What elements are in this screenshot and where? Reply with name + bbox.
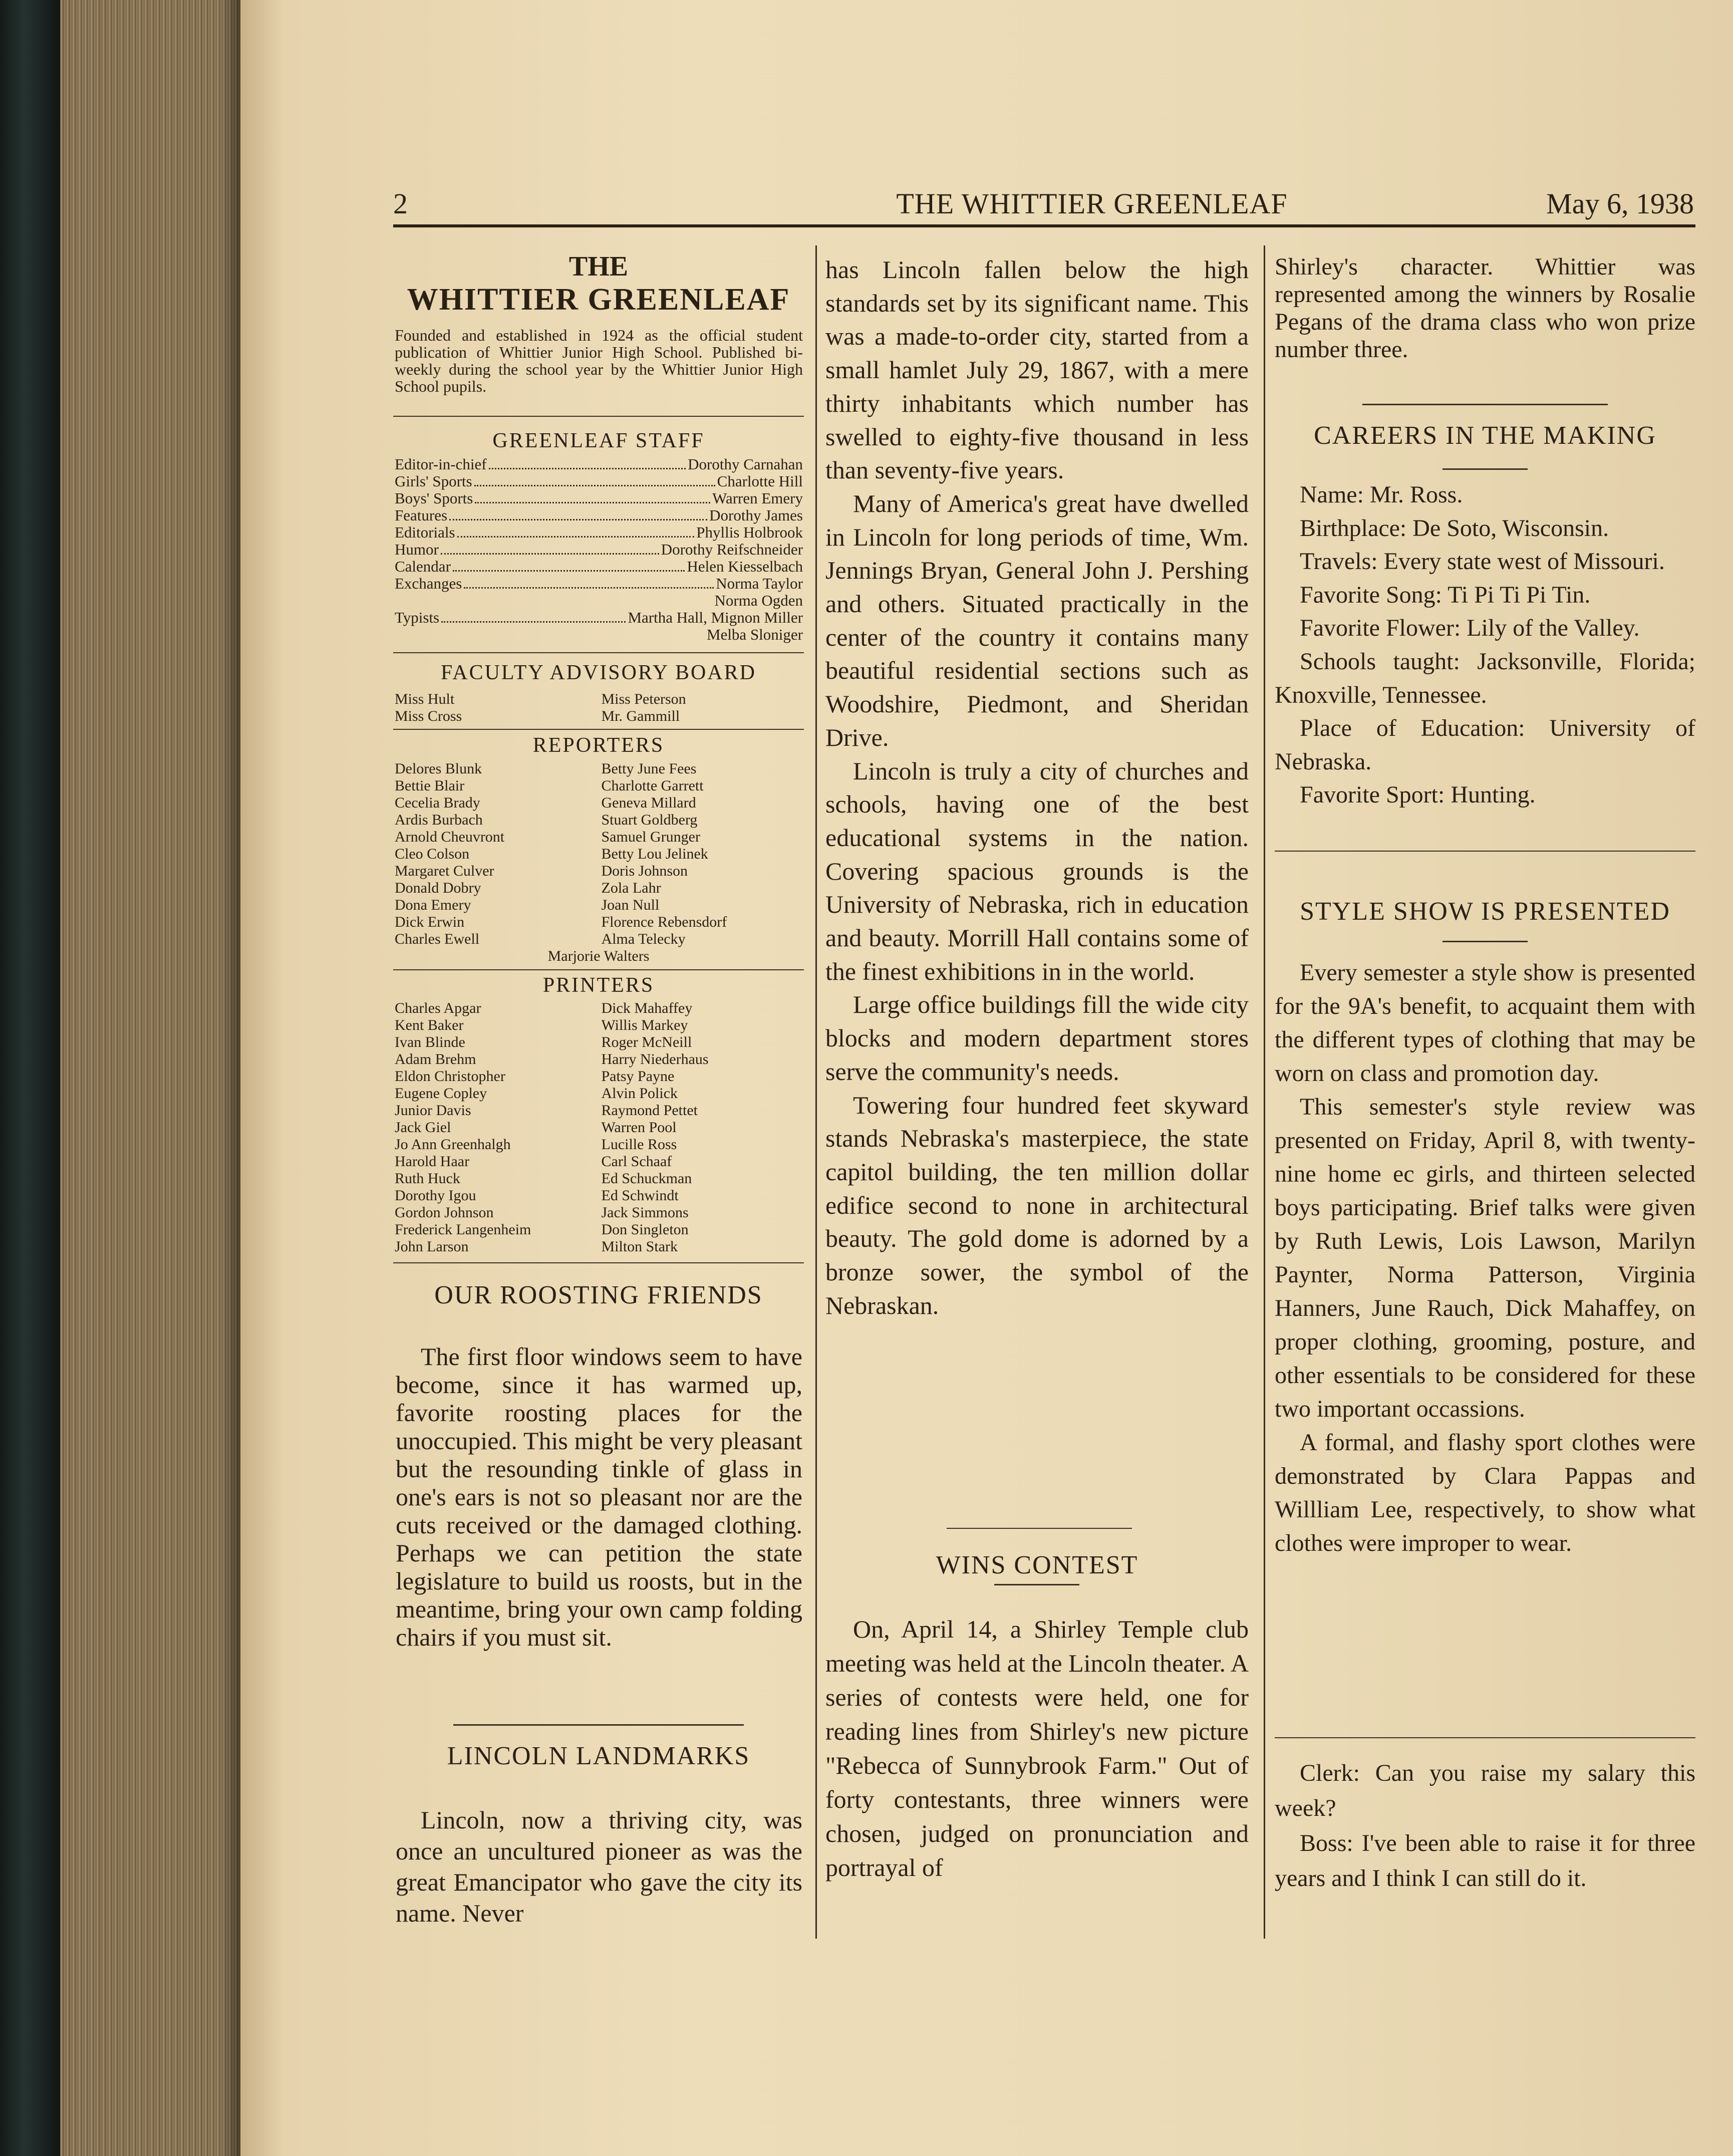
dot-leader xyxy=(441,621,626,623)
reporter-name: Arnold Cheuvront xyxy=(395,829,505,845)
reporters-heading: REPORTERS xyxy=(532,734,665,757)
reporter-name: Cleo Colson xyxy=(395,846,470,862)
faculty-heading: FACULTY ADVISORY BOARD xyxy=(441,661,756,684)
article-paragraph: On, April 14, a Shirley Temple club meeting was held at the Lincoln theater. A series of contests were held, one for reading lines from Shirley's new picture "Rebecca of Sunnybrook Farm." Out of forty contestants, three winners were chosen, judged on pronunciation and portrayal of xyxy=(825,1615,1249,1881)
printer-name: Roger McNeill xyxy=(601,1034,692,1050)
faculty-list xyxy=(395,691,803,725)
roosting-title: OUR ROOSTING FRIENDS xyxy=(434,1281,763,1309)
divider xyxy=(393,969,804,970)
reporters-list xyxy=(395,760,803,948)
printer-name: Charles Apgar xyxy=(395,1000,481,1016)
divider xyxy=(453,1724,744,1726)
printer-name: Kent Baker xyxy=(395,1017,464,1033)
column-divider-1 xyxy=(815,245,817,1939)
printer-name: Jack Simmons xyxy=(601,1204,689,1221)
style-show-article xyxy=(1275,956,1695,1560)
career-fact: Schools taught: Jacksonville, Florida; Knoxville, Tennessee. xyxy=(1275,648,1695,708)
reporter-name: Geneva Millard xyxy=(601,794,696,811)
printer-name: Ruth Huck xyxy=(395,1170,460,1187)
printer-name: Carl Schaaf xyxy=(601,1153,672,1170)
career-fact: Travels: Every state west of Missouri. xyxy=(1300,548,1665,575)
article-paragraph: Towering four hundred feet skyward stands Nebraska's masterpiece, the state capitol building, the ten million dollar edifice second to none in architectural beauty. The gold dome is adorned by a bronze sower, the symbol of the Nebraskan. xyxy=(825,1091,1249,1319)
printer-name: Jack Giel xyxy=(395,1119,451,1136)
divider xyxy=(1362,404,1608,405)
divider xyxy=(1275,851,1695,852)
printer-name: Harry Niederhaus xyxy=(601,1051,709,1067)
article-paragraph: Shirley's character. Whittier was represented among the winners by Rosalie Pegans of the drama class who won prize number three. xyxy=(1275,253,1695,363)
printer-name: John Larson xyxy=(395,1238,469,1255)
printer-name: Don Singleton xyxy=(601,1221,689,1238)
staff-name: Warren Emery xyxy=(712,489,803,507)
faculty-member: Miss Cross xyxy=(395,708,462,724)
masthead-the: THE xyxy=(568,251,629,282)
divider xyxy=(1442,468,1528,470)
reporter-name: Charles Ewell xyxy=(395,931,480,947)
divider xyxy=(994,1584,1079,1585)
reporter-name: Dick Erwin xyxy=(395,914,465,930)
faculty-member: Mr. Gammill xyxy=(601,708,680,724)
reporter-name: Margaret Culver xyxy=(395,863,494,879)
staff-name: Norma Taylor xyxy=(716,575,803,592)
reporter-name: Donald Dobry xyxy=(395,880,481,896)
joke-line: Boss: I've been able to raise it for three years and I think I can still do it. xyxy=(1275,1830,1695,1892)
staff-label: Boys' Sports xyxy=(395,489,473,507)
article-paragraph: A formal, and flashy sport clothes were demonstrated by Clara Pappas and Willliam Lee, respectively, to show what clothes were improper to wear. xyxy=(1275,1429,1695,1556)
issue-date: May 6, 1938 xyxy=(1546,187,1694,220)
running-title: THE WHITTIER GREENLEAF xyxy=(896,187,1288,220)
printer-name: Lucille Ross xyxy=(601,1136,677,1153)
divider xyxy=(947,1528,1132,1529)
staff-name-extra: Melba Sloniger xyxy=(707,626,803,643)
printer-name: Ivan Blinde xyxy=(395,1034,465,1050)
article-paragraph: Large office buildings fill the wide city blocks and modern department stores serve the community's needs. xyxy=(825,990,1249,1086)
printer-name: Dorothy Igou xyxy=(395,1187,476,1204)
staff-label: Editorials xyxy=(395,523,455,541)
printer-name: Patsy Payne xyxy=(601,1068,675,1085)
dot-leader xyxy=(457,536,695,537)
newspaper-page xyxy=(240,0,1733,2156)
reporter-name: Betty June Fees xyxy=(601,760,697,777)
staff-row xyxy=(395,490,803,507)
dot-leader xyxy=(441,553,659,555)
divider xyxy=(393,652,804,653)
article-paragraph: The first floor windows seem to have become, since it has warmed up, favorite roosting places for the unoccupied. This might be very pleasant but the resounding tinkle of glass in one's ears is not so pleasant nor are the cuts received or the damaged clothing. Perhaps we can petition the state legislature to build us roosts, but in the meantime, bring your own camp folding chairs if you must sit. xyxy=(396,1342,802,1651)
staff-label: Features xyxy=(395,506,448,524)
staff-name: Helen Kiesselbach xyxy=(687,558,803,575)
divider xyxy=(1442,941,1528,942)
staff-name: Dorothy Reifschneider xyxy=(661,541,803,558)
reporter-name: Zola Lahr xyxy=(601,880,661,896)
masthead-name: WHITTIER GREENLEAF xyxy=(407,283,790,317)
career-fact: Favorite Song: Ti Pi Ti Pi Tin. xyxy=(1300,581,1591,608)
page-edges xyxy=(60,0,240,2156)
printers-heading: PRINTERS xyxy=(542,974,655,997)
printers-list xyxy=(395,1000,803,1255)
reporter-name: Dona Emery xyxy=(395,897,471,913)
staff-row xyxy=(395,558,803,575)
reporter-name: Ardis Burbach xyxy=(395,812,483,828)
staff-name: Martha Hall, Mignon Miller xyxy=(628,609,803,626)
staff-row xyxy=(395,541,803,558)
reporter-name: Florence Rebensdorf xyxy=(601,914,727,930)
contest-article xyxy=(825,1612,1249,1884)
divider xyxy=(393,1262,804,1263)
staff-label: Girls' Sports xyxy=(395,472,472,490)
printer-name: Harold Haar xyxy=(395,1153,470,1170)
career-fact: Favorite Flower: Lily of the Valley. xyxy=(1300,615,1640,642)
staff-label: Editor-in-chief xyxy=(395,455,487,473)
staff-label: Humor xyxy=(395,541,439,558)
printer-name: Raymond Pettet xyxy=(601,1102,698,1119)
career-fact: Birthplace: De Soto, Wisconsin. xyxy=(1300,514,1609,542)
landmarks-article-start xyxy=(396,1804,802,1929)
staff-name: Charlotte Hill xyxy=(717,472,803,490)
dot-leader xyxy=(474,485,715,486)
style-show-title: STYLE SHOW IS PRESENTED xyxy=(1300,897,1670,926)
staff-row xyxy=(395,524,803,541)
printer-name: Jo Ann Greenhalgh xyxy=(395,1136,511,1153)
faculty-member: Miss Hult xyxy=(395,691,455,707)
header-rule xyxy=(393,224,1695,227)
printer-name: Milton Stark xyxy=(601,1238,678,1255)
printer-name: Willis Markey xyxy=(601,1017,688,1033)
reporter-name: Doris Johnson xyxy=(601,863,688,879)
reporter-name: Alma Telecky xyxy=(601,931,686,947)
staff-name: Phyllis Holbrook xyxy=(696,523,803,541)
staff-name-extra: Norma Ogden xyxy=(714,592,803,609)
article-paragraph: Lincoln is truly a city of churches and schools, having one of the best educational systems in the nation. Covering spacious grounds is the University of Nebraska, rich in education and beauty. Morrill Hall contains some of the finest exhibitions in in the world. xyxy=(825,756,1249,985)
staff-row xyxy=(395,575,803,592)
printer-name: Ed Schwindt xyxy=(601,1187,679,1204)
column-divider-2 xyxy=(1264,245,1265,1939)
careers-list xyxy=(1275,478,1695,812)
page-number: 2 xyxy=(393,187,408,220)
printer-name: Warren Pool xyxy=(601,1119,677,1136)
article-paragraph: This semester's style review was presented on Friday, April 8, with twenty-nine home ec girls, and thirteen selected boys participating. Brief talks were given by Ruth Lewis, Lois Lawson, Marilyn Paynter, Norma Patterson, Virginia Hanners, June Rauch, Dick Mahaffey, on proper clothing, grooming, posture, and other essentials to be considered for these two important occassions. xyxy=(1275,1094,1695,1422)
article-paragraph: Every semester a style show is presented for the 9A's benefit, to acquaint them with the different types of clothing that may be worn on class and promotion day. xyxy=(1275,959,1695,1087)
printer-name: Ed Schuckman xyxy=(601,1170,692,1187)
staff-name: Dorothy Carnahan xyxy=(688,455,803,473)
roosting-article xyxy=(396,1342,802,1651)
reporter-name: Stuart Goldberg xyxy=(601,812,698,828)
staff-row xyxy=(395,473,803,490)
staff-label: Exchanges xyxy=(395,575,462,592)
reporter-name: Delores Blunk xyxy=(395,760,482,777)
divider xyxy=(393,729,804,730)
masthead-description: Founded and established in 1924 as the official student publication of Whittier Junior High School. Published bi-weekly during the school year by the Whittier Junior High School pupils. xyxy=(395,326,803,395)
reporter-name: Samuel Grunger xyxy=(601,829,700,845)
printer-name: Junior Davis xyxy=(395,1102,471,1119)
book-spine xyxy=(0,0,60,2156)
career-fact: Name: Mr. Ross. xyxy=(1300,481,1463,508)
divider xyxy=(393,416,804,417)
faculty-member: Miss Peterson xyxy=(601,691,686,707)
contest-article-cont xyxy=(1275,253,1695,363)
reporter-name: Betty Lou Jelinek xyxy=(601,846,708,862)
article-paragraph: Many of America's great have dwelled in Lincoln for long periods of time, Wm. Jennings Bryan, General John J. Pershing and others. Situated practically in the center of the country it contains many beautiful residential sections such as Woodshire, Piedmont, and Sheridan Drive. xyxy=(825,489,1249,751)
reporter-name: Cecelia Brady xyxy=(395,794,480,811)
divider xyxy=(1275,1737,1695,1738)
staff-label: Typists xyxy=(395,609,440,626)
reporter-name: Joan Null xyxy=(601,897,660,913)
printer-name: Dick Mahaffey xyxy=(601,1000,693,1016)
dot-leader xyxy=(489,468,686,469)
dot-leader xyxy=(464,587,714,589)
printer-name: Eugene Copley xyxy=(395,1085,487,1102)
article-paragraph: Lincoln, now a thriving city, was once an uncultured pioneer as was the great Emancipator who gave the city its name. Never xyxy=(396,1806,802,1927)
joke xyxy=(1275,1756,1695,1896)
dot-leader xyxy=(449,519,707,520)
dot-leader xyxy=(475,502,710,503)
staff-row xyxy=(395,456,803,473)
landmarks-title: LINCOLN LANDMARKS xyxy=(447,1742,750,1770)
article-paragraph: has Lincoln fallen below the high standards set by its significant name. This was a made-to-order city, started from a small hamlet July 29, 1867, with a mere thirty inhabitants which number has swelled to eighty-five thousand in less than seventy-five years. xyxy=(825,255,1249,484)
landmarks-article-cont xyxy=(825,253,1249,1322)
dot-leader xyxy=(453,570,685,572)
staff-row xyxy=(395,507,803,524)
contest-title: WINS CONTEST xyxy=(936,1551,1138,1579)
printer-name: Eldon Christopher xyxy=(395,1068,505,1085)
careers-title: CAREERS IN THE MAKING xyxy=(1314,421,1656,450)
staff-heading: GREENLEAF STAFF xyxy=(492,429,705,452)
staff-row xyxy=(395,609,803,626)
printer-name: Adam Brehm xyxy=(395,1051,476,1067)
printer-name: Gordon Johnson xyxy=(395,1204,494,1221)
printer-name: Alvin Polick xyxy=(601,1085,678,1102)
printer-name: Frederick Langenheim xyxy=(395,1221,531,1238)
reporter-name: Charlotte Garrett xyxy=(601,777,704,794)
career-fact: Place of Education: University of Nebraska. xyxy=(1275,715,1695,775)
joke-line: Clerk: Can you raise my salary this week? xyxy=(1275,1760,1695,1821)
career-fact: Favorite Sport: Hunting. xyxy=(1300,781,1536,808)
staff-name: Dorothy James xyxy=(709,506,803,524)
reporter-name: Marjorie Walters xyxy=(547,948,650,964)
staff-list xyxy=(395,456,803,643)
staff-label: Calendar xyxy=(395,558,451,575)
reporter-name: Bettie Blair xyxy=(395,777,465,794)
